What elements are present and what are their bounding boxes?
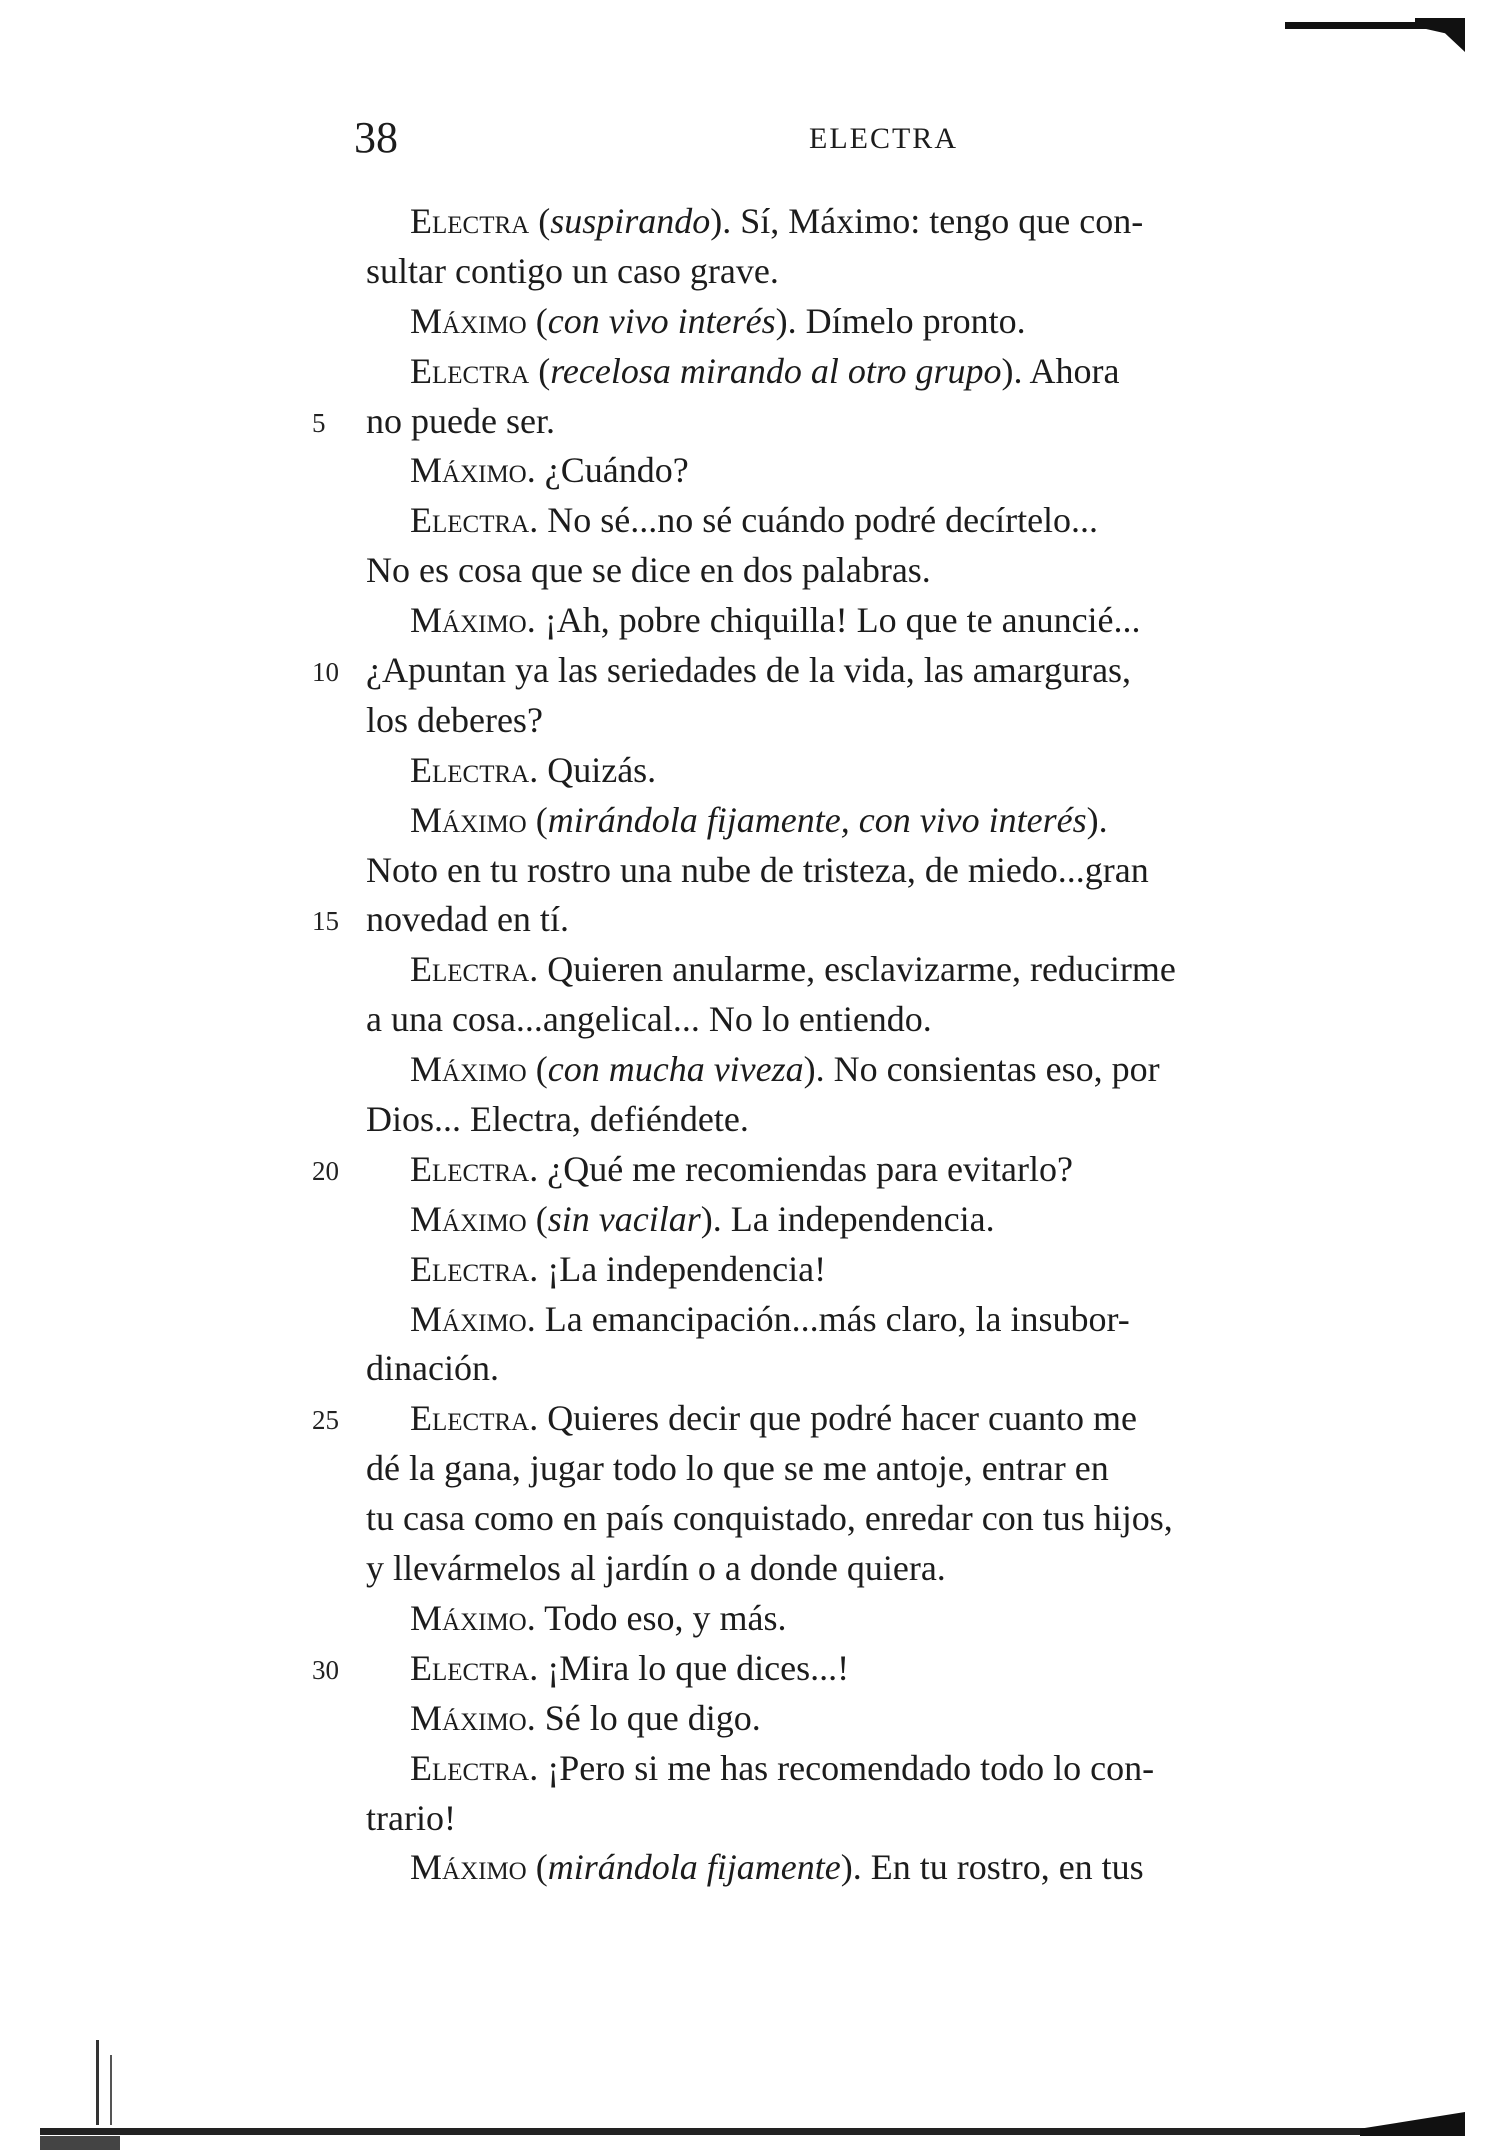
dialogue: ). Sí, Máximo: tengo que con- <box>710 201 1144 241</box>
speaker-name: Máximo <box>410 1597 527 1638</box>
speaker-name: Máximo <box>410 600 527 641</box>
line-text <box>410 946 1176 992</box>
speaker-name: Electra <box>410 201 530 241</box>
text-line <box>0 1595 1487 1645</box>
text-line <box>0 1695 1487 1745</box>
text-line <box>0 298 1487 348</box>
text-line <box>0 198 1487 248</box>
dialogue: ( <box>526 1847 548 1888</box>
text-line <box>0 1445 1487 1495</box>
text-line <box>0 1196 1487 1246</box>
dialogue: . Quieres decir que podré hacer cuanto me <box>529 1398 1137 1439</box>
line-text <box>366 847 1149 893</box>
dialogue: . No sé...no sé cuándo podré decírtelo... <box>529 500 1099 541</box>
line-text <box>410 1844 1144 1890</box>
stage-direction: sin vacilar <box>547 1198 701 1239</box>
dialogue: Dios... Electra, defiéndete. <box>366 1099 749 1140</box>
stage-direction: con vivo interés <box>547 300 776 341</box>
text-line <box>0 398 1487 448</box>
dialogue: sultar contigo un caso grave. <box>366 250 779 291</box>
dialogue-text <box>0 198 1487 1894</box>
speaker-name: Máximo <box>410 799 527 840</box>
speaker-name: Máximo <box>410 1298 527 1339</box>
dialogue: No es cosa que se dice en dos palabras. <box>366 550 931 591</box>
text-line <box>0 447 1487 497</box>
text-line <box>0 547 1487 597</box>
dialogue: ( <box>526 300 548 341</box>
dialogue: dinación. <box>366 1348 499 1389</box>
scan-edge-mark <box>110 2055 112 2125</box>
text-line <box>0 896 1487 946</box>
speaker-name: Electra <box>410 1398 530 1439</box>
dialogue: a una cosa...angelical... No lo entiendo. <box>366 999 932 1040</box>
line-text <box>410 447 689 493</box>
line-text <box>410 1745 1154 1791</box>
line-text <box>366 1445 1109 1491</box>
text-line <box>0 647 1487 697</box>
text-line <box>0 1745 1487 1795</box>
dialogue: . ¡La independencia! <box>529 1248 827 1289</box>
line-number: 5 <box>312 407 326 438</box>
speaker-name: Electra <box>410 1148 530 1189</box>
line-text <box>410 497 1098 543</box>
dialogue: ). <box>1086 799 1108 840</box>
dialogue: . Todo eso, y más. <box>526 1597 787 1638</box>
dialogue: ( <box>529 350 551 391</box>
speaker-name: Máximo <box>410 300 527 341</box>
scan-edge-mark <box>1360 2112 1465 2136</box>
speaker-name: Electra <box>410 1747 530 1788</box>
dialogue: ( <box>526 1198 548 1239</box>
line-text <box>410 747 656 793</box>
line-text <box>366 697 543 743</box>
text-line <box>0 1545 1487 1595</box>
text-line <box>0 348 1487 398</box>
text-line <box>0 1495 1487 1545</box>
line-text <box>410 1395 1137 1441</box>
text-line <box>0 1096 1487 1146</box>
stage-direction: mirándola fijamente, con vivo interés <box>547 799 1087 840</box>
stage-direction: mirándola fijamente <box>547 1847 841 1888</box>
speaker-name: Electra <box>410 500 530 541</box>
text-line <box>0 747 1487 797</box>
line-text <box>410 1196 995 1242</box>
text-line <box>0 996 1487 1046</box>
speaker-name: Máximo <box>410 1847 527 1888</box>
dialogue: dé la gana, jugar todo lo que se me antoje, entrar en <box>366 1448 1109 1489</box>
speaker-name: Electra <box>410 1248 530 1289</box>
speaker-name: Máximo <box>410 1198 527 1239</box>
speaker-name: Máximo <box>410 1697 527 1738</box>
line-text <box>410 1296 1130 1342</box>
dialogue: . La emancipación...más claro, la insubor- <box>526 1298 1130 1339</box>
line-text <box>366 1545 946 1591</box>
line-number: 20 <box>312 1155 339 1186</box>
line-number: 25 <box>312 1405 339 1436</box>
line-text <box>410 597 1141 643</box>
line-text <box>410 1695 761 1741</box>
speaker-name: Electra <box>410 949 530 990</box>
dialogue: ). Ahora <box>1001 350 1120 391</box>
stage-direction: con mucha viveza <box>547 1049 804 1090</box>
text-line <box>0 1345 1487 1395</box>
dialogue: y llevármelos al jardín o a donde quiera. <box>366 1548 946 1589</box>
line-text <box>410 298 1026 344</box>
text-line <box>0 597 1487 647</box>
dialogue: ). La independencia. <box>700 1198 995 1239</box>
text-line <box>0 1046 1487 1096</box>
dialogue: tu casa como en país conquistado, enredar con tus hijos, <box>366 1498 1173 1539</box>
dialogue: . ¡Mira lo que dices...! <box>529 1647 850 1688</box>
dialogue: los deberes? <box>366 699 543 740</box>
text-line <box>0 248 1487 298</box>
speaker-name: Electra <box>410 749 530 790</box>
dialogue: . Quieren anularme, esclavizarme, reducirme <box>529 949 1176 990</box>
line-text <box>410 348 1120 394</box>
line-number: 10 <box>312 657 339 688</box>
dialogue: . ¡Ah, pobre chiquilla! Lo que te anuncié... <box>526 600 1141 641</box>
text-line <box>0 697 1487 747</box>
text-line <box>0 1844 1487 1894</box>
text-line <box>0 946 1487 996</box>
scan-edge-mark <box>96 2040 99 2125</box>
line-text <box>366 1795 456 1841</box>
line-text <box>410 1595 787 1641</box>
line-text <box>366 647 1131 693</box>
dialogue: ( <box>529 201 551 241</box>
dialogue: . ¡Pero si me has recomendado todo lo con- <box>529 1747 1155 1788</box>
dialogue: . ¿Qué me recomiendas para evitarlo? <box>529 1148 1073 1189</box>
line-text <box>366 896 569 942</box>
speaker-name: Máximo <box>410 1049 527 1090</box>
dialogue: ). Dímelo pronto. <box>775 300 1026 341</box>
dialogue: ¿Apuntan ya las seriedades de la vida, las amarguras, <box>366 650 1132 691</box>
scan-edge-mark <box>40 2136 120 2150</box>
running-head: ELECTRA <box>809 122 958 155</box>
dialogue: ). No consientas eso, por <box>803 1049 1160 1090</box>
dialogue: ). En tu rostro, en tus <box>840 1847 1144 1888</box>
line-text <box>366 1495 1173 1541</box>
stage-direction: recelosa mirando al otro grupo <box>550 350 1002 391</box>
text-line <box>0 1146 1487 1196</box>
text-line <box>0 797 1487 847</box>
text-line <box>0 1795 1487 1845</box>
page-number: 38 <box>354 113 398 162</box>
dialogue: ( <box>526 1049 548 1090</box>
line-number: 30 <box>312 1654 339 1685</box>
dialogue: Noto en tu rostro una nube de tristeza, de miedo...gran <box>366 849 1149 890</box>
dialogue: trario! <box>366 1797 456 1838</box>
speaker-name: Electra <box>410 350 530 391</box>
line-text <box>410 1645 849 1691</box>
dialogue: ( <box>526 799 548 840</box>
speaker-name: Máximo <box>410 450 527 491</box>
line-text <box>410 1046 1160 1092</box>
line-text <box>366 996 932 1042</box>
page-header <box>0 112 1487 162</box>
line-text <box>366 1096 749 1142</box>
dialogue: . ¿Cuándo? <box>526 450 689 491</box>
line-text <box>410 1146 1073 1192</box>
line-text <box>410 1246 826 1292</box>
line-text <box>366 248 779 294</box>
line-text <box>410 797 1108 843</box>
stage-direction: suspirando <box>550 201 711 241</box>
dialogue: novedad en tí. <box>366 899 569 940</box>
line-number: 15 <box>312 906 339 937</box>
line-text <box>366 547 931 593</box>
text-line <box>0 847 1487 897</box>
dialogue: . Quizás. <box>529 749 657 790</box>
text-line <box>0 1395 1487 1445</box>
text-line <box>0 1246 1487 1296</box>
dialogue: . Sé lo que digo. <box>526 1697 761 1738</box>
scan-edge-mark <box>1415 18 1465 52</box>
scan-edge-mark <box>40 2128 1460 2135</box>
line-text <box>366 1345 499 1391</box>
text-line <box>0 1645 1487 1695</box>
text-line <box>0 497 1487 547</box>
line-text <box>410 198 1143 244</box>
line-text <box>366 398 555 444</box>
dialogue: no puede ser. <box>366 400 555 441</box>
text-line <box>0 1296 1487 1346</box>
speaker-name: Electra <box>410 1647 530 1688</box>
